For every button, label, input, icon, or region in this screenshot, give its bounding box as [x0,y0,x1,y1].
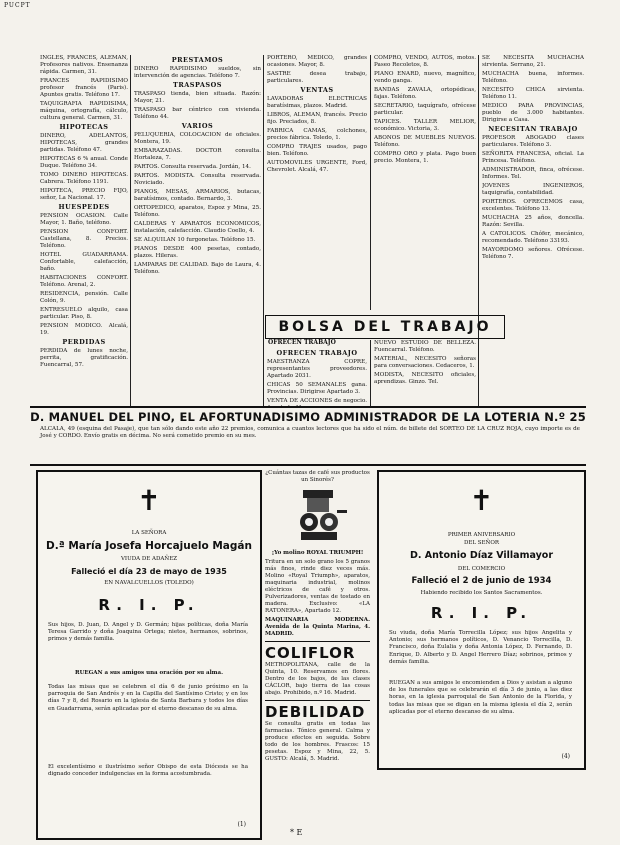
classified-ad: COMPRO TRAJES usados, pago bien. Teléfono. [267,144,367,157]
cafe-question: ¿Cuántas tazas de café sus productos un Sinorés? [265,470,370,483]
section-rule [30,406,586,408]
maquinaria-text: MAQUINARIA MODERNA. Avenida de la Quinta Marina, 4. MADRID. [265,617,370,637]
obituary-ruegan: RUEGAN a sus amigos una oración por su alma. [75,670,223,676]
classified-ad: TOMO DINERO HIPOTECAS. Cabrera. Teléfono 1191. [40,172,128,185]
obituary-del-senor: DEL SEÑOR [463,540,500,546]
bolsa-subheading: OFRECEN TRABAJO [268,339,336,346]
section-rule [30,464,586,466]
classified-column-4 [374,55,476,310]
debilidad-heading: DEBILIDAD [265,703,366,721]
obituary-viuda: VIUDA DE ADAÑEZ [120,556,178,562]
classified-ad: SEÑORITA FRANCESA, oficial. La Princesa. Teléfono. [482,151,584,164]
debilidad-text: Se consulta gratis en todas las farmacias. Tónico general. Calma y produce efectos en seguida. Sobre todo de los hombres. Frascos: 15 pesetas. Espoz y Mina, 22, 5. GUSTO: Alcalá, 5. Madrid. [265,721,370,762]
section-heading: HUESPEDES [58,203,110,211]
obituary-masses-text: Todas las misas que se celebren el día 6 de junio próximo en la parroquia de San Andrés y en la Capilla del Santísimo Cristo; y en los días 7 y 8, del Rosario en la iglesia de Santa Barbara y todos los días en Guadarrama, serán aplicadas por el eterno descanso de su alma. [48,684,248,712]
classified-ad: PIANOS, MESAS, ARMARIOS, butacas, baratísimos, contado. Bernardo, 3. [134,189,261,202]
classified-ad: MEDICO PARA PROVINCIAS, pueblo de 3.000 habitantes. Dirigirse a Casa. [482,103,584,123]
bolsa-del-trabajo-heading: BOLSA DEL TRABAJO [265,315,505,339]
obituary-number: (4) [561,753,570,760]
coffee-grinder-illustration [283,486,353,544]
classified-ad: RESIDENCIA, pensión. Calle Colón, 9. [40,291,128,304]
obituary-death-date: Falleció el día 23 de mayo de 1935 [71,567,227,576]
obituary-comercio: DEL COMERCIO [457,566,506,572]
classified-ad: ENTRESUELO alquilo, casa particular. Piso, 8. [40,307,128,320]
classified-ad: INGLES, FRANCES, ALEMAN, Profesores nativos. Ensenanza rápida. Carmen, 31. [40,55,128,75]
obituary-sacramentos: Habiendo recibido los Santos Sacramentos. [420,590,543,596]
classified-ad: TAPICES. TALLER MELIOR, económico. Victoria, 3. [374,119,476,132]
classified-ad: EMBARAZADAS. DOCTOR consulta. Hortaleza, 7. [134,148,261,161]
section-heading: HIPOTECAS [59,123,109,131]
classified-ad: CALDERAS Y APARATOS ECONOMICOS, instalación, calefacción. Claudio Coello, 4. [134,221,261,234]
classified-ad: PORTEROS. OFRECEMOS casa, excelentes. Teléfono 13. [482,199,584,212]
classified-ad: LAMPARAS DE CALIDAD. Bajo de Laura, 4. Teléfono. [134,262,261,275]
classified-ad: PORTERO, MEDICO, grandes ocasiones. Mayor, 8. [267,55,367,68]
classified-ad: MODISTA, NECESITO oficiales, aprendizas. Ginzo. Tel. [374,372,476,385]
obituary-family-text: Su viuda, doña María Torrecilla López; sus hijos Angelita y Antonio; sus hermanos políticos, D. Venancio Torrecilla, D. Francisco, doña Eulalia y doña Antonia López, D. Fernando, D. Enrique, D. Alberto y D. Angel Herrero Díaz; sobrinos, primos y demás familia. [389,630,572,665]
classified-ad: PROFESOR ABOGADO clases particulares. Teléfono 3. [482,135,584,148]
classified-ad: PIANOS DESDE 400 pesetas, contado, plazos. Hileras. [134,246,261,259]
obituary-death-date: Falleció el 2 de junio de 1934 [411,576,552,586]
obituary-family-text: Sus hijos, D. Juan, D. Angel y D. Germán; hijas políticas, doña María Teresa Garrido y doña Joaquina Ortega; nietos, hermanos, sobrinos, primos y demás familia. [48,622,248,643]
classified-ad: COMPRO ORO y plata. Pago buen precio. Montera, 1. [374,151,476,164]
obituary-box-right [377,470,586,770]
classified-ad: FRANCES RAPIDISIMO profesor francés (Paris). Apuntes gratis. Teléfono 17. [40,78,128,98]
classified-ad: SECRETARIO, taquígrafo, ofrécese particular. [374,103,476,116]
classified-ad: PENSION MODICO. Alcalá, 19. [40,323,128,336]
classified-ad: SE ALQUILAN 10 furgonetas. Teléfono 15. [134,237,256,243]
ad-divider [265,641,370,642]
column-divider [263,55,264,407]
classified-ad: COMPRO, VENDO, AUTOS, motos. Paseo Recoletos, 8. [374,55,476,68]
classified-ad: PARTOS. MODISTA. Consulta reservada. Noviciado. [134,173,261,186]
obituary-rip: R. I. P. [98,596,200,614]
obituary-ruegan-text: RUEGAN a sus amigos le encomienden a Dios y asistan a alguno de los funerales que se celebrarán el día 3 de junio, a las diez horas, en la iglesia parroquial de San Antonio de la Florida, y todas las misas que se digan en la misma iglesia el día 2, serán aplicadas por el eterno descanso de su alma. [389,680,572,715]
obituary-box-left [36,470,262,840]
middle-ads-column [265,470,370,840]
classified-ad: DINERO, ADELANTOS, HIPOTECAS, grandes partidas. Teléfono 47. [40,133,128,153]
classified-ad: ADMINISTRADOR, finca, ofrécese. Informes. Tel. [482,167,584,180]
section-heading: NECESITAN TRABAJO [488,125,578,133]
classified-ad: JOVENES INGENIEROS, taquigrafía, contabilidad. [482,183,584,196]
lottery-banner-text: ALCALA, 49 (esquina del Pasaje), que tan sólo dando este año 22 premios, comunica a cuantos lectores que ha sido el núm. de billete del SORTEO DE LA CRUZ ROJA, cuyo importe es de José y CORDO. Envío gratis en décima. No será cometido premio en su mes. [40,426,580,439]
royal-triumph-title: ¡Yo molino ROYAL TRIUMPH! [271,550,364,556]
page-bottom-mark: * E [290,828,303,837]
obituary-place: EN NAVALCUELLOS (TOLEDO) [104,580,194,586]
classified-ad: PENSION CONFORT. Castellana, 8. Precios. Teléfono. [40,229,128,249]
section-heading: OFRECEN TRABAJO [276,349,358,357]
classified-ad: HIPOTECA, PRECIO FIJO, señor, La Nacional. 17. [40,188,128,201]
classified-ad: PELUQUERIA, COLOCACION de oficiales. Montera, 19. [134,132,261,145]
classified-ad: SASTRE desea trabajo, particulares. [267,71,367,84]
bolsa-column-left [267,348,367,406]
classified-ad: PARTOS. Consulta reservada. Jordán, 14. [134,164,251,170]
classified-ad: BANDAS ZAVALA, ortopédicas, fajas. Teléfono. [374,87,476,100]
ad-divider [265,700,370,701]
classified-ad: HIPOTECAS 6 % anual. Conde Duque. Teléfono 34. [40,156,128,169]
classified-ad: HOTEL GUADARRAMA. Confortable, calefacción, baño. [40,252,128,272]
classified-ad: A CATOLICOS. Chófer, mecánico, recomendado. Teléfono 33193. [482,231,584,244]
obituary-bishop-text: El excelentísimo e ilustrísimo señor Obispo de esta Diócesis se ha dignado conceder indulgencias en la forma acostumbrada. [48,764,248,778]
classified-ad: TRASPASO tienda, bien situada. Razón: Mayor, 21. [134,91,261,104]
classified-ad: VENTA DE ACCIONES de negocio. [267,398,367,404]
classified-ad: NUEVO ESTUDIO DE BELLEZA. Fuencarral. Teléfono. [374,340,476,353]
classified-ad: PENSION OCASION. Calle Mayor, 1. Baño, teléfono. [40,213,128,226]
coliflor-text: METROPOLITANA, calle de la Quinta, 10. Reservamos en flores. Dentro de los bajos, de las clases CÁCLOR, bajo tierra de las cosas abajo. Prohibido, n.º 16. Madrid. [265,662,370,696]
obituary-name: D. Antonio Díaz Villamayor [409,550,553,561]
section-heading: TRASPASOS [173,81,222,89]
classified-column-2 [134,55,261,278]
coliflor-heading: COLIFLOR [265,644,356,662]
cross-icon: ✝ [137,484,161,517]
classified-ad: MAYORDOMO señores. Ofrécese. Teléfono 7. [482,247,584,260]
classified-ad: ORTOPEDICO, aparatos, Espoz y Mina, 25. Teléfono. [134,205,261,218]
column-divider [130,55,131,407]
section-heading: VARIOS [181,122,214,130]
lottery-banner-headline: D. MANUEL DEL PINO, EL AFORTUNADISIMO ADMINISTRADOR DE LA LOTERIA N.º 25 [30,410,586,424]
section-heading: PRESTAMOS [171,56,224,64]
royal-triumph-text: Tritura en un solo grano los 5 granos más finos, rinde diez veces más. Molino «Royal Triumph», aparatos, maquinaria industrial, molinos eléctricos de café y otros. Pulverizadores, ventas de tostado en madera. Exclusivo: «LA RATONERA», Apartado 12. [265,559,370,614]
classified-column-1 [40,55,128,371]
obituary-number: (1) [237,821,246,828]
classified-ad: FABRICA CAMAS, colchones, precios fábrica. Toledo, 1. [267,128,367,141]
classified-ad: MAESTRANZA COPRE, representantes proveedores. Apartado 2031. [267,359,367,379]
page-corner-mark: PUCPT [4,2,31,9]
classified-ad: PIANO ENARD, nuevo, magnífico, vendo ganga. [374,71,476,84]
classified-ad: ABONOS DE MUEBLES NUEVOS. Teléfono. [374,135,476,148]
classified-ad: LIBROS, ALEMAN, francés. Precio fijo. Preciados, 8. [267,112,367,125]
obituary-name: D.ª María Josefa Horcajuelo Magán [46,540,252,552]
classified-column-3 [267,55,367,310]
classified-ad: AUTOMOVILES URGENTE, Ford, Chevrolet. Alcalá, 47. [267,160,367,173]
classified-ad: MUCHACHA 25 años, doncella. Razón: Sevilla. [482,215,584,228]
section-heading: PERDIDAS [62,338,106,346]
obituary-aniversario: PRIMER ANIVERSARIO [447,532,516,538]
bolsa-column-right [374,340,476,406]
column-divider [370,55,371,310]
obituary-title-la: LA SEÑORA [131,530,167,536]
classified-ad: CHICAS 50 SEMANALES gana. Provincias. Dirigirse Apartado 3. [267,382,367,395]
classified-ad: DINERO RAPIDISIMO sueldos, sin intervención de agencias. Teléfono 7. [134,66,261,79]
classified-ad: TAQUIGRAFIA RAPIDISIMA, máquina, ortografía, cálculo, cultura general. Carmen, 31. [40,101,128,121]
section-heading: VENTAS [300,86,334,94]
classified-ad: SE NECESITA MUCHACHA sirvienta. Serrano, 21. [482,55,584,68]
classified-ad: NECESITO CHICA sirvienta. Teléfono 11. [482,87,584,100]
cross-icon: ✝ [469,484,494,517]
classified-ad: PERDIDA de lunes noche, perrita, gratificación. Fuencarral, 57. [40,348,128,368]
classified-ad: LAVADORAS ELECTRICAS baratísimas, plazos. Madrid. [267,96,367,109]
classified-ad: HABITACIONES CONFORT. Teléfono. Arenal, 2. [40,275,128,288]
classified-ad: TRASPASO bar céntrico con vivienda. Teléfono 44. [134,107,261,120]
classified-ad: MUCHACHA buena, informes. Teléfono. [482,71,584,84]
classified-ad: MATERIAL, NECESITO señoras para conversaciones. Cedaceros, 1. [374,356,476,369]
column-divider [370,340,371,407]
classified-column-5 [482,55,584,407]
obituary-rip: R. I. P. [430,604,533,622]
column-divider [478,55,479,407]
